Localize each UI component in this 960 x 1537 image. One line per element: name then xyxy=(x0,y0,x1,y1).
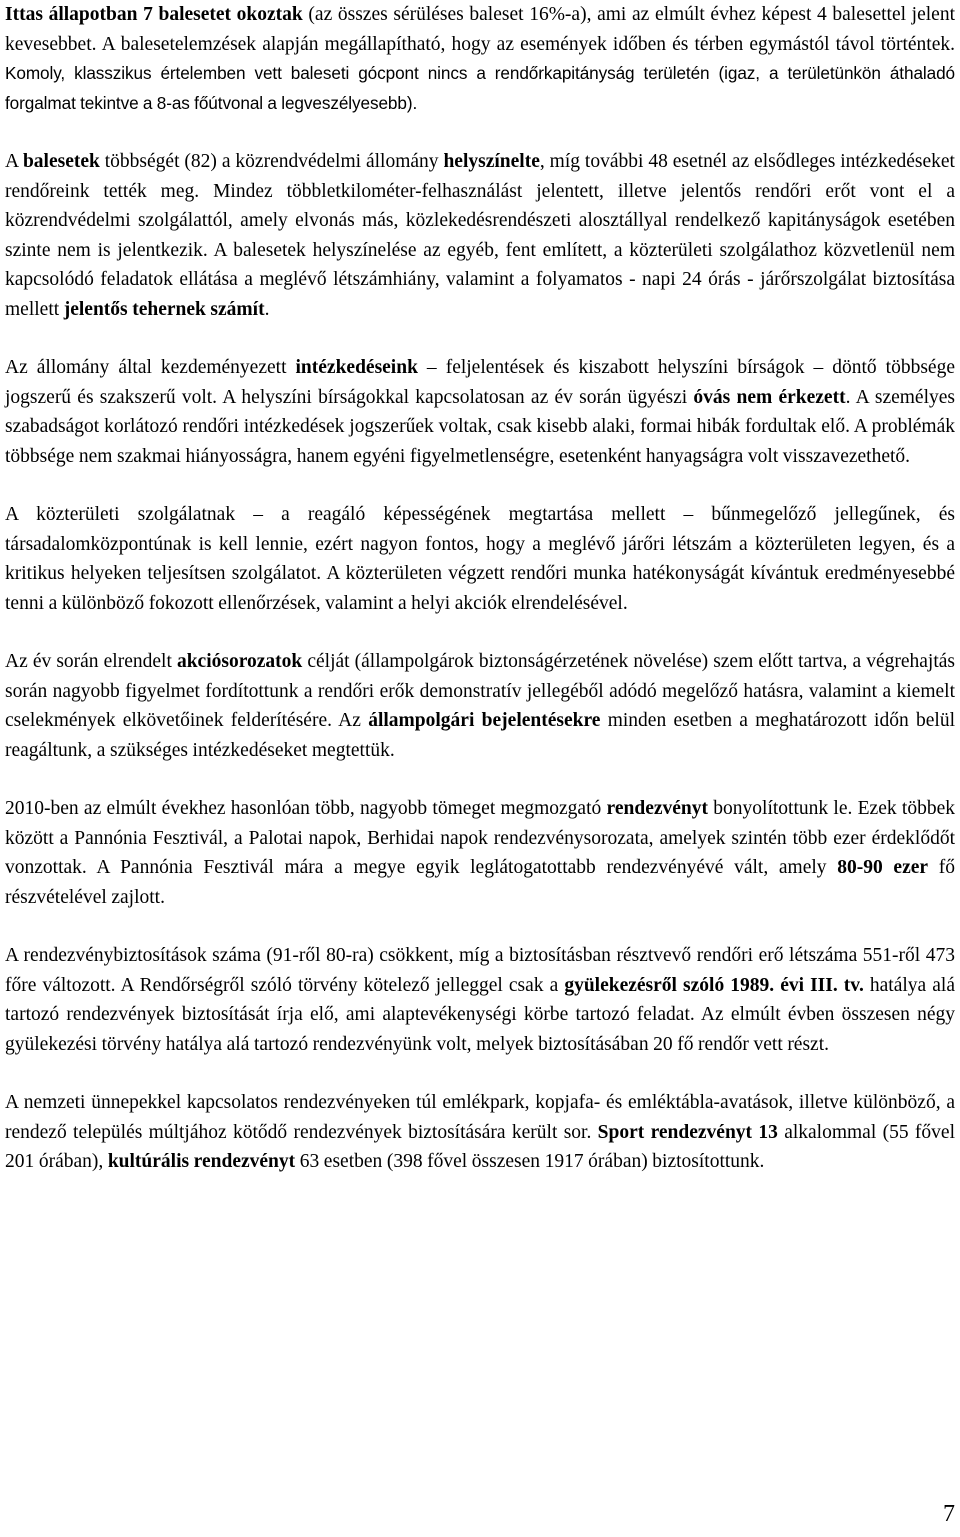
text-segment: helyszínelte xyxy=(443,151,540,172)
text-segment: A rendezvénybiztosítások száma (91-ről 80-ra) csökkent, míg a biztosításban résztvevő rendőri erő létszáma 551-ről 473 főre változott. A Rendőrségről szóló törvény kötelező jelleggel csak a xyxy=(5,945,955,996)
text-segment: . xyxy=(264,298,270,320)
text-segment: jelentős tehernek számít xyxy=(63,298,265,320)
text-segment: 80-90 ezer xyxy=(837,857,929,878)
text-segment: – feljelentések és kiszabott helyszíni bírságok – döntő többsége jogszerű és szakszerű volt. A helyszíni bírságokkal kapcsolatosan az év során ügyészi xyxy=(5,357,955,408)
text-segment: célját (állampolgárok biztonságérzetének növelése) szem előtt tartva, a végrehajtás során nagyobb figyelmet fordítottunk a rendőri erők demonstratív jellegéből adódó megelőző hatásra, valamint a kiemelt cselekmények elkövetőinek felderítésére. Az xyxy=(5,651,955,731)
text-segment: akciósorozatok xyxy=(176,651,303,672)
paragraph-event-security-count xyxy=(5,941,955,1059)
text-segment: 63 esetben (398 fővel összesen 1917 órában) biztosítottunk. xyxy=(295,1151,765,1172)
text-segment: balesetek xyxy=(22,151,100,172)
text-segment: rendezvényt xyxy=(606,798,708,819)
text-segment: Sport rendezvényt 13 xyxy=(597,1121,778,1143)
text-segment: óvás nem érkezett xyxy=(693,386,846,408)
paragraph-events-2010 xyxy=(5,794,955,912)
text-segment: Ittas állapotban 7 balesetet okoztak xyxy=(5,4,303,25)
text-segment: intézkedéseink xyxy=(295,357,418,378)
document-page xyxy=(5,0,955,1177)
paragraph-national-holidays-events xyxy=(5,1088,955,1177)
text-segment: fő részvételével zajlott. xyxy=(5,857,955,908)
text-segment: alkalommal (55 fővel 201 órában), xyxy=(5,1121,955,1172)
text-segment: , míg további 48 esetnél az elsődleges intézkedéseket rendőreink tették meg. Mindez többletkilométer-felhasználást jelentett, illetve jelentős rendőri erőt vont el a közrendvédelmi szolgálattól, amely elvonás más, közlekedésrendészeti alosztállyal rendelkező kapitányságok esetében szinte nem is jelentkezik. A balesetek helyszínelése az egyéb, fent említett, a közterületi szolgálathoz közvetlenül nem kapcsolódó feladatok ellátása a meglévő létszámhiány, valamint a folyamatos - napi 24 órás - járőrszolgálat biztosítása mellett xyxy=(5,151,955,320)
text-segment: kultúrális rendezvényt xyxy=(107,1151,296,1172)
page-number: 7 xyxy=(943,1501,955,1527)
text-segment: többségét (82) a közrendvédelmi állomány xyxy=(99,151,444,172)
paragraph-drunk-driving-accidents xyxy=(5,0,955,118)
text-segment: állampolgári bejelentésekre xyxy=(368,710,601,731)
text-segment: hatálya alá tartozó rendezvények biztosítását írja elő, ami alaptevékenységi körbe tartozó feladat. Az elmúlt évben összesen négy gyülekezési törvény hatálya alá tartozó rendezvényünk volt, melyek biztosításában 20 fő rendőr vett részt. xyxy=(5,974,955,1055)
paragraph-public-space-service xyxy=(5,500,955,618)
text-segment: A közterületi szolgálatnak – a reagáló képességének megtartása mellett – bűnmegelőző jellegűnek, és társadalomközpontúnak is kell lennie, ezért nagyon fontos, hogy a meglévő járőri létszám a közterületen legyen, és a kritikus helyeken teljesítsen szolgálatot. A közterületen végzett rendőri munka hatékonyságát kívántuk eredményesebbé tenni a különböző fokozott ellenőrzések, valamint a helyi akciók elrendelésével. xyxy=(5,504,955,614)
text-segment: Komoly, klasszikus értelemben vett baleseti gócpont nincs a rendőrkapitányság területén (igaz, a területünkön áthaladó forgalmat tekintve a 8-as főútvonal a legveszélyesebb). xyxy=(5,63,955,113)
text-segment: minden esetben a meghatározott időn belül reagáltunk, a szükséges intézkedéseket megtettük. xyxy=(5,710,955,761)
text-segment: A nemzeti ünnepekkel kapcsolatos rendezvényeken túl emlékpark, kopjafa- és emléktábla-avatások, illetve különböző, a rendező település múltjához kötődő rendezvények biztosítására került sor. xyxy=(5,1092,955,1143)
paragraph-measures-lawfulness xyxy=(5,353,955,471)
text-segment: Az állomány által kezdeményezett xyxy=(5,357,296,378)
text-segment: Az év során elrendelt xyxy=(5,651,177,672)
text-segment: A xyxy=(5,151,23,172)
text-segment: . A személyes szabadságot korlátozó rendőri intézkedések jogszerűek voltak, csak kisebb alaki, formai hibák fordultak elő. A problémák többsége nem szakmai hiányosságra, hanem egyéni figyelmetlenségre, esetenként hanyagságra volt visszavezethető. xyxy=(5,386,955,467)
text-segment: bonyolítottunk le. Ezek többek között a Pannónia Fesztivál, a Palotai napok, Berhidai napok rendezvénysorozata, amelyek szintén több ezer érdeklődőt vonzottak. A Pannónia Fesztivál mára a megye egyik leglátogatottabb rendezvényévé vált, amely xyxy=(5,798,955,878)
paragraph-action-series xyxy=(5,647,955,765)
text-segment: 2010-ben az elmúlt évekhez hasonlóan több, nagyobb tömeget megmozgató xyxy=(5,798,607,819)
text-segment: gyülekezésről szóló 1989. évi III. tv. xyxy=(564,974,864,996)
text-segment: (az összes sérüléses baleset 16%-a), ami az elmúlt évhez képest 4 balesettel jelent kevesebbet. A balesetelemzések alapján megállapítható, hogy az események időben és térben egymástól távol történtek. xyxy=(5,4,955,55)
paragraph-accident-scene-investigation xyxy=(5,147,955,324)
